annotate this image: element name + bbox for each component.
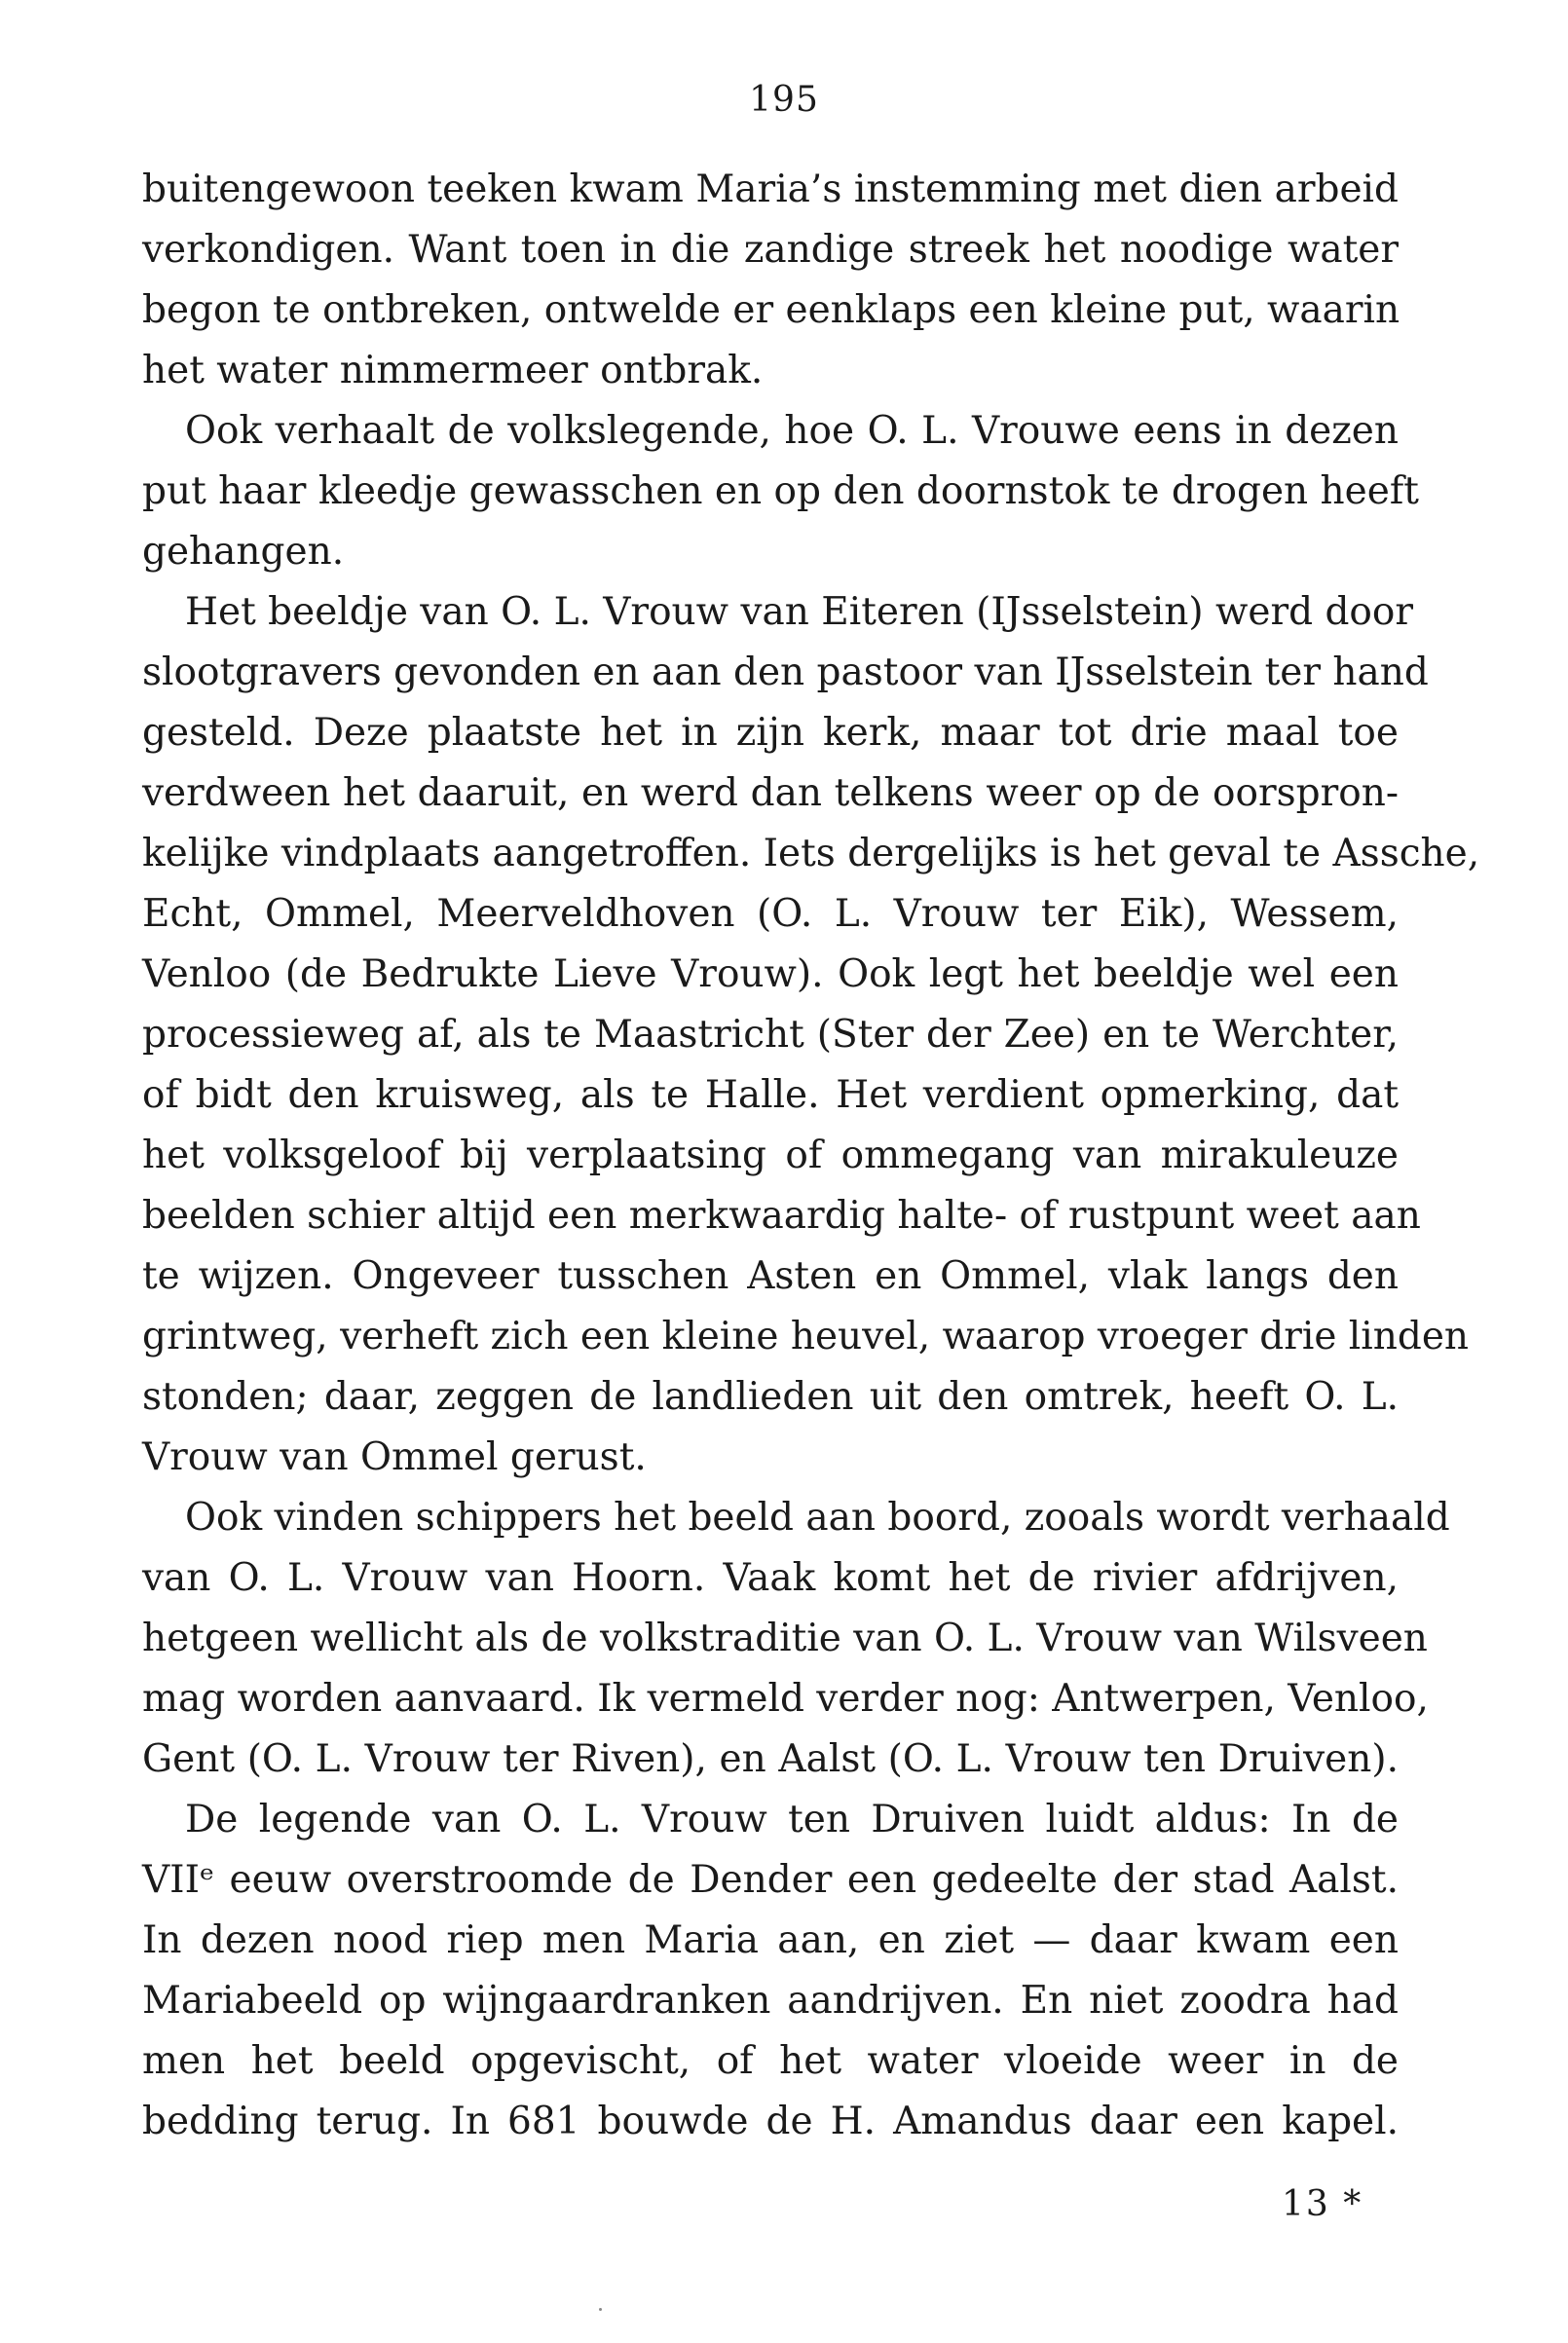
text-line: Venloo (de Bedrukte Lieve Vrouw). Ook legt het beeldje wel een (142, 952, 1399, 996)
page-number: 195 (749, 80, 819, 120)
text-line: stonden; daar, zeggen de landlieden uit den omtrek, heeft O. L. (142, 1375, 1399, 1419)
text-line: gesteld. Deze plaatste het in zijn kerk, maar tot drie maal toe (142, 711, 1399, 755)
text-line: grintweg, verheft zich een kleine heuvel, waarop vroeger drie linden (142, 1315, 1470, 1358)
text-line: verdween het daaruit, en werd dan telkens weer op de oorspron- (142, 771, 1399, 815)
text-line: Vrouw van Ommel gerust. (142, 1435, 647, 1479)
text-line: De legende van O. L. Vrouw ten Druiven luidt aldus: In de (185, 1798, 1399, 1841)
text-line: men het beeld opgevischt, of het water vloeide weer in de (142, 2039, 1399, 2083)
text-line: verkondigen. Want toen in die zandige streek het noodige water (142, 228, 1399, 272)
text-line: te wijzen. Ongeveer tusschen Asten en Ommel, vlak langs den (142, 1254, 1399, 1298)
text-line: beelden schier altijd een merkwaardig halte- of rustpunt weet aan (142, 1194, 1421, 1238)
text-line: of bidt den kruisweg, als te Halle. Het verdient opmerking, dat (142, 1073, 1399, 1117)
text-line: Ook verhaalt de volkslegende, hoe O. L. Vrouwe eens in dezen (185, 409, 1399, 453)
text-line: kelijke vindplaats aangetroffen. Iets dergelijks is het geval te Assche, (142, 832, 1480, 875)
text-line: mag worden aanvaard. Ik vermeld verder nog: Antwerpen, Venloo, (142, 1677, 1429, 1721)
text-line: Gent (O. L. Vrouw ter Riven), en Aalst (O. L. Vrouw ten Druiven). (142, 1737, 1399, 1781)
text-line: bedding terug. In 681 bouwde de H. Amandus daar een kapel. (142, 2100, 1399, 2143)
text-line: het water nimmermeer ontbrak. (142, 349, 764, 392)
text-line: van O. L. Vrouw van Hoorn. Vaak komt het de rivier afdrijven, (142, 1556, 1399, 1600)
text-line: processieweg af, als te Maastricht (Ster der Zee) en te Werchter, (142, 1013, 1399, 1057)
text-line: Het beeldje van O. L. Vrouw van Eiteren (IJsselstein) werd door (185, 590, 1414, 634)
text-line: put haar kleedje gewasschen en op den doornstok te drogen heeft (142, 469, 1419, 513)
text-line: buitengewoon teeken kwam Maria’s instemming met dien arbeid (142, 167, 1399, 211)
text-line: begon te ontbreken, ontwelde er eenklaps een kleine put, waarin (142, 288, 1400, 332)
text-line: hetgeen wellicht als de volkstraditie van O. L. Vrouw van Wilsveen (142, 1617, 1428, 1660)
text-line: VIIᵉ eeuw overstroomde de Dender een gedeelte der stad Aalst. (142, 1858, 1399, 1902)
text-line: het volksgeloof bij verplaatsing of ommegang van mirakuleuze (142, 1134, 1399, 1177)
paper-speck (599, 2308, 602, 2311)
text-line: Mariabeeld op wijngaardranken aandrijven. En niet zoodra had (142, 1979, 1399, 2023)
text-line: gehangen. (142, 530, 345, 574)
text-line: Ook vinden schippers het beeld aan boord, zooals wordt verhaald (185, 1496, 1450, 1540)
body-text (142, 160, 1480, 2152)
text-line: slootgravers gevonden en aan den pastoor van IJsselstein ter hand (142, 651, 1429, 694)
text-line: In dezen nood riep men Maria aan, en ziet — daar kwam een (142, 1918, 1399, 1962)
text-line: Echt, Ommel, Meerveldhoven (O. L. Vrouw ter Eik), Wessem, (142, 892, 1399, 936)
signature-mark: 13 * (1282, 2184, 1363, 2224)
